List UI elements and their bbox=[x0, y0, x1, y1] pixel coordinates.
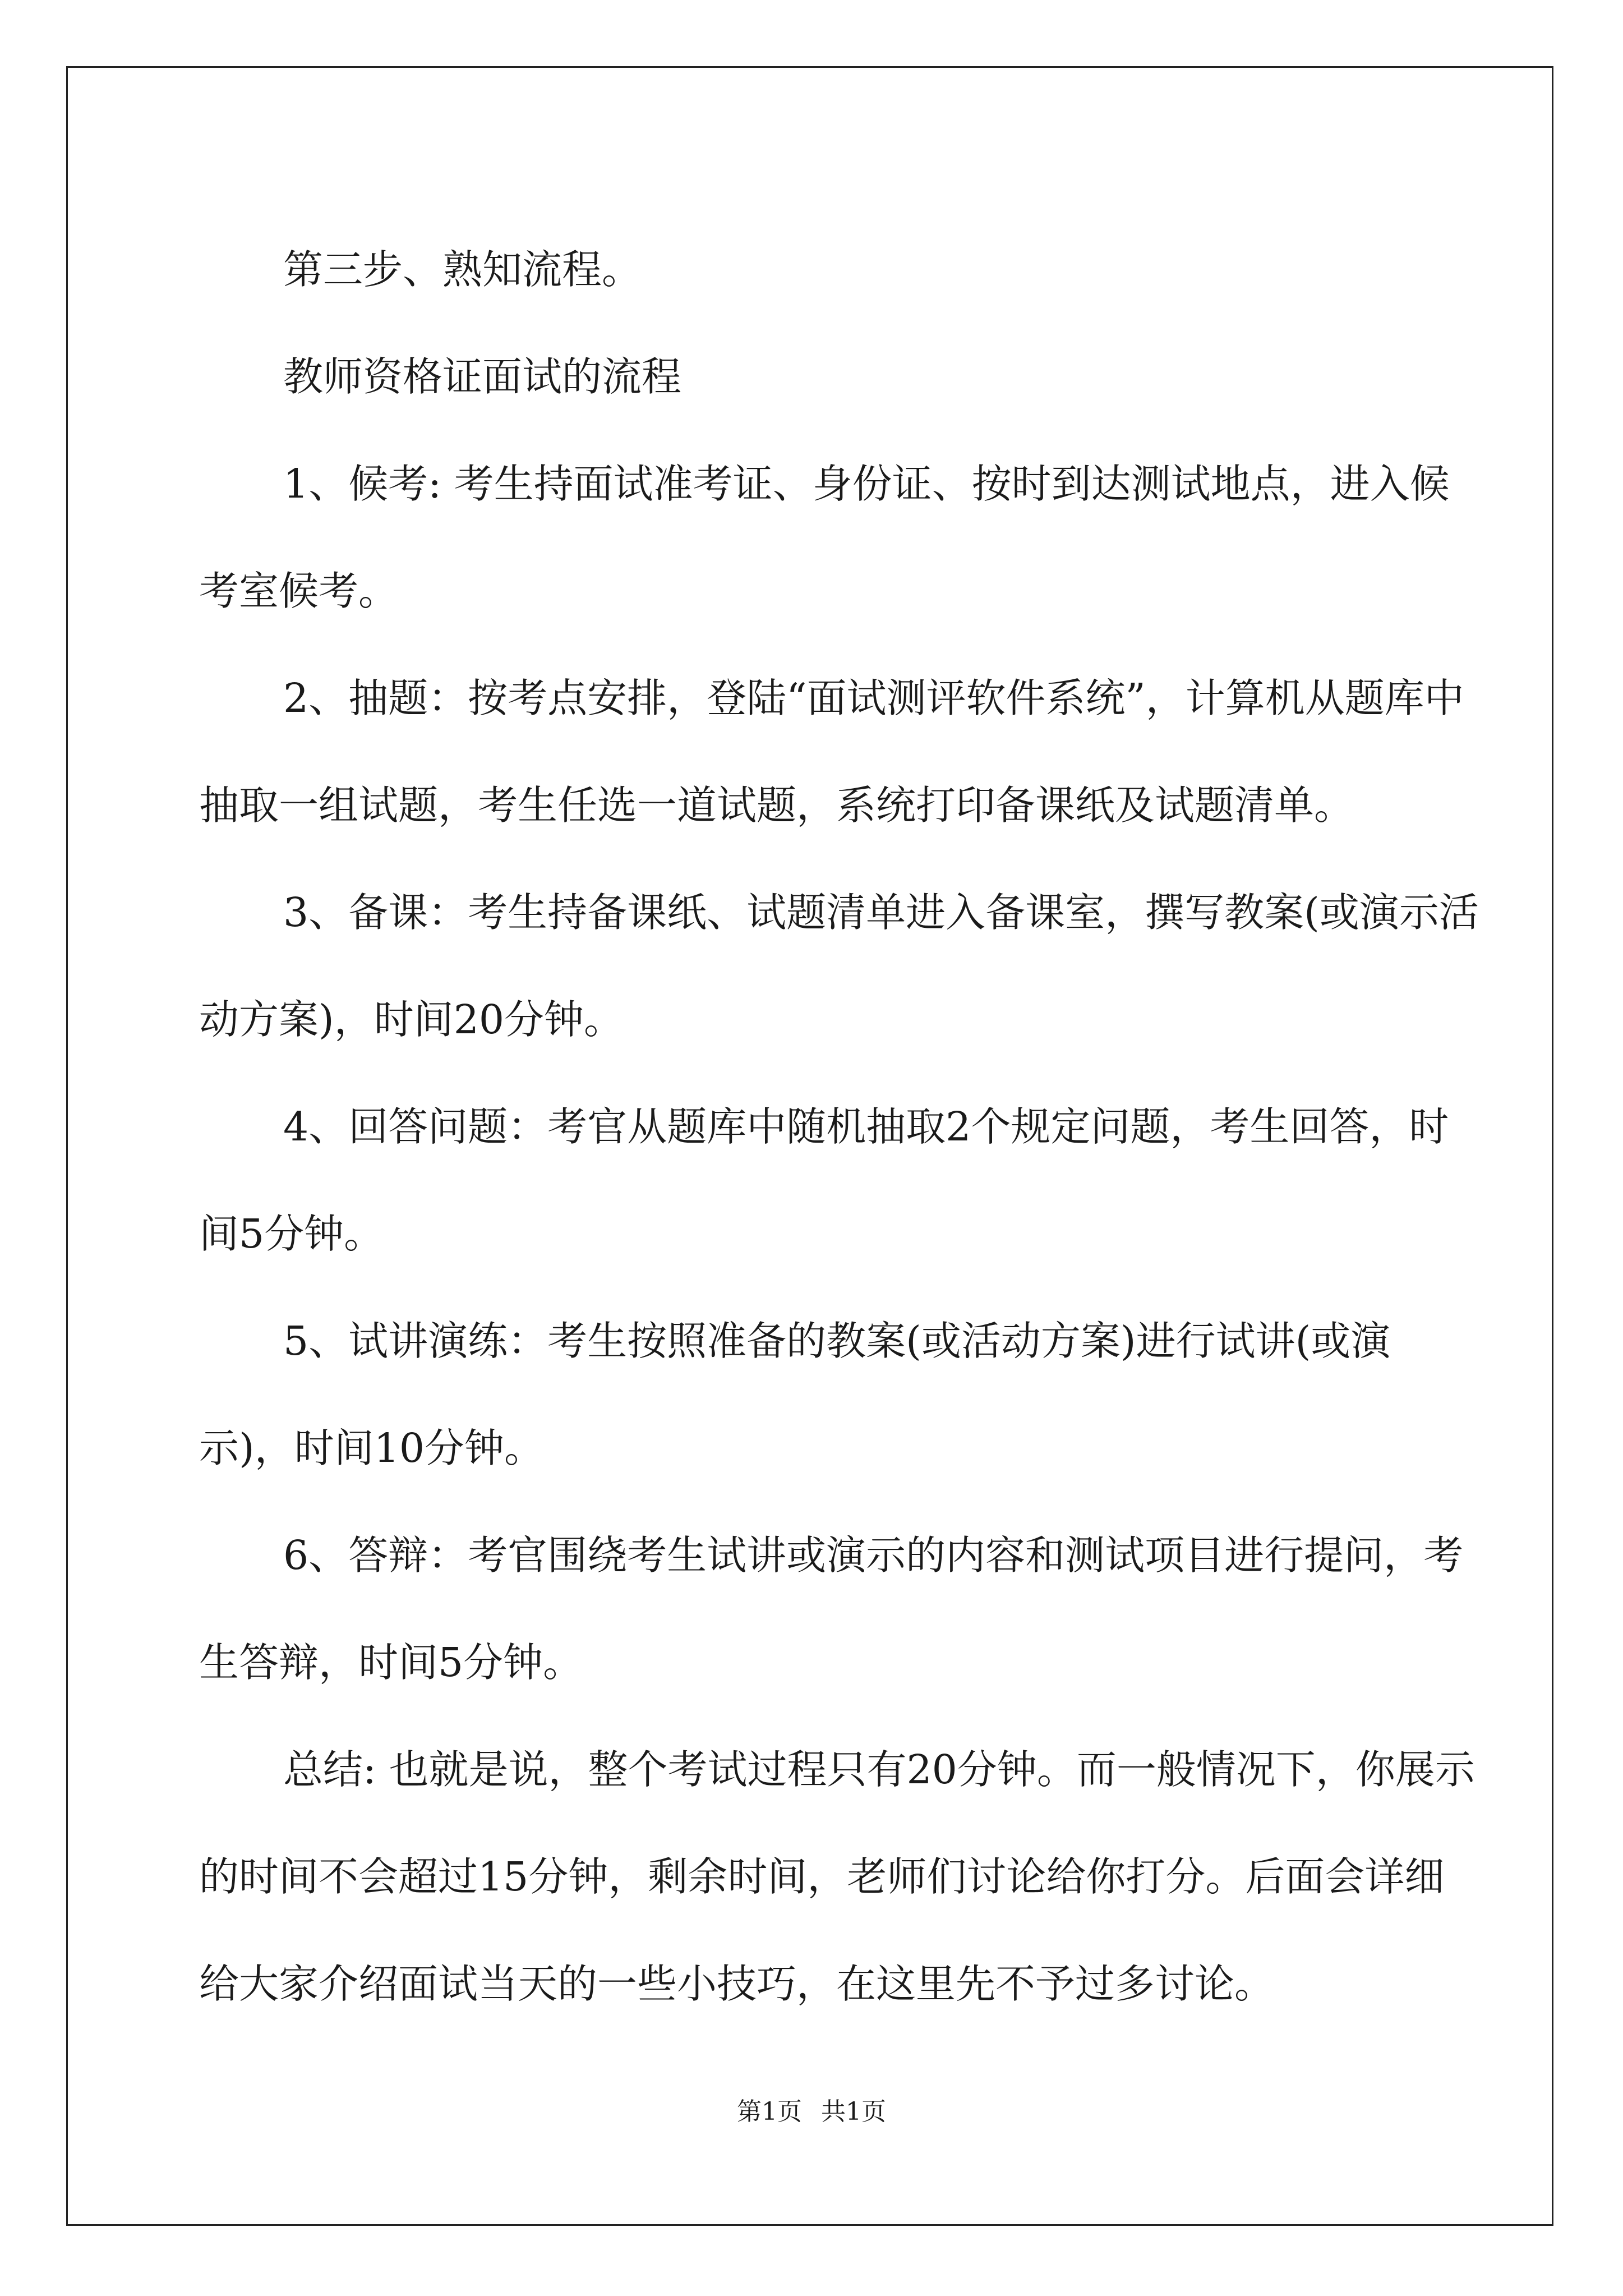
paragraph-step-6-defense: 6、答辩：考官围绕考生试讲或演示的内容和测试项目进行提问，考生答辩，时间5分钟。 bbox=[199, 1532, 1464, 1686]
paragraph-step-1-waiting: 1、候考: 考生持面试准考证、身份证、按时到达测试地点，进入候考室候考。 bbox=[199, 461, 1450, 614]
page-number-total: 共1页 bbox=[821, 2097, 886, 2126]
paragraph-step-5-trial-lecture: 5、试讲演练：考生按照准备的教案(或活动方案)进行试讲(或演示)，时间10分钟。 bbox=[199, 1318, 1391, 1471]
paragraph-step-3-prepare: 3、备课：考生持备课纸、试题清单进入备课室，撰写教案(或演示活动方案)，时间20分钟。 bbox=[199, 889, 1479, 1043]
page-number-current: 第1页 bbox=[737, 2097, 802, 2126]
document-body bbox=[199, 216, 1483, 2037]
paragraph-step-2-draw: 2、抽题：按考点安排，登陆“面试测评软件系统”，计算机从题库中抽取一组试题，考生任选一道试题，系统打印备课纸及试题清单。 bbox=[199, 675, 1464, 829]
page-footer bbox=[0, 2091, 1623, 2127]
paragraph-step-three: 第三步、熟知流程。 bbox=[283, 246, 642, 293]
paragraph-summary: 总结: 也就是说，整个考试过程只有20分钟。而一般情况下，你展示的时间不会超过15分钟，剩余时间，老师们讨论给你打分。后面会详细给大家介绍面试当天的一些小技巧，在这里先不予过多讨论。 bbox=[199, 1746, 1475, 2007]
paragraph-step-4-questions: 4、回答问题：考官从题库中随机抽取2个规定问题，考生回答，时间5分钟。 bbox=[199, 1103, 1449, 1257]
paragraph-process-heading: 教师资格证面试的流程 bbox=[283, 353, 682, 400]
